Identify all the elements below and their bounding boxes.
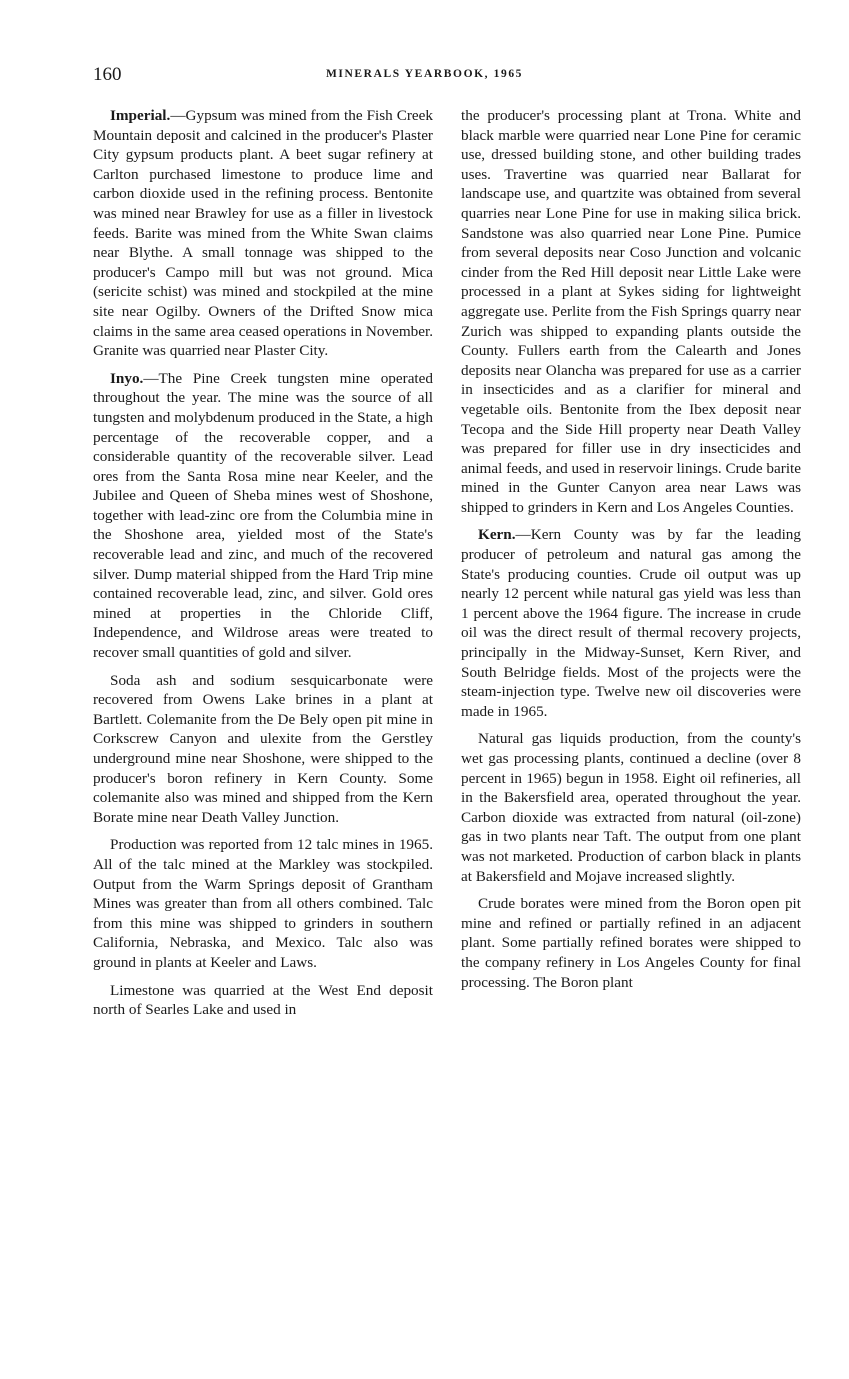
paragraph-talc: Production was reported from 12 talc mines in 1965. All of the talc mined at the Markley was stockpiled. Output from the Warm Springs deposit of Grantham Mines was greater than from all others combined. Talc from this mine was shipped to grinders in southern California, Nebraska, and Mexico. Talc also was ground in plants at Keeler and Laws. <box>93 836 433 971</box>
paragraph-natural-gas: Natural gas liquids production, from the county's wet gas processing plants, continued a decline (over 8 percent in 1965) begun in 1958. Eight oil refineries, all in the Bakersfield area, operated throughout the year. Carbon dioxide was extracted from natural (oil-zone) gas in two plants near Taft. The output from one plant was not marketed. Production of carbon black in plants at Bakersfield and Mojave increased slightly. <box>461 730 801 885</box>
paragraph-inyo <box>93 369 433 663</box>
paragraph-borates: Crude borates were mined from the Boron open pit mine and refined or partially refined in an adjacent plant. Some partially refined borates were shipped to the company refinery in Los Angeles County for final processing. The Boron plant <box>461 895 801 991</box>
paragraph-continuation: the producer's processing plant at Trona. White and black marble were quarried near Lone Pine for ceramic use, dressed building stone, and other building trades uses. Travertine was quarried near Ballarat for landscape use, and quartzite was obtained from several quarries near Lone Pine for use in making silica brick. Sandstone was also quarried near Lone Pine. Pumice from several deposits near Coso Junction and volcanic cinder from the Red Hill deposit near Little Lake were processed in a plant at Sykes siding for lightweight aggregate use. Perlite from the Fish Springs quarry near Zurich was shipped to expanding plants outside the County. Fullers earth from the Calearth and Jones deposits near Olancha was prepared for use as a carrier in insecticides and as a clarifier for mineral and vegetable oils. Bentonite from the Ibex deposit near Tecopa and the Side Hill property near Death Valley was prepared for filler use in dry insecticides and animal feeds, and used in reservoir linings. Crude barite mined in the Gunter Canyon area near Laws was shipped to grinders in Kern and Los Angeles Counties. <box>461 107 801 516</box>
paragraph-kern <box>461 525 801 721</box>
paragraph-limestone: Limestone was quarried at the West End deposit north of Searles Lake and used in <box>93 981 433 1019</box>
paragraph-text: —Kern County was by far the leading producer of petroleum and natural gas among the State's producing counties. Crude oil output was up nearly 12 percent while natural gas yield was less than 1 percent above the 1964 figure. The increase in crude oil was the direct result of thermal recovery projects, principally in the Midway-Sunset, Kern River, and South Belridge fields. Most of the projects were the steam-injection type. Twelve new oil discoveries were made in 1965. <box>461 526 801 720</box>
paragraph-text: —The Pine Creek tungsten mine operated throughout the year. The mine was the source of all tungsten and molybdenum produced in the State, a high percentage of the recoverable copper, and a considerable quantity of the recoverable silver. Lead ores from the Santa Rosa mine near Keeler, and the Jubilee and Queen of Sheba mines west of Shoshone, together with lead-zinc ore from the Columbia mine in the Shoshone area, yielded most of the State's recoverable lead and zinc, and much of the recovered silver. Dump material shipped from the Hard Trip mine contained recoverable lead, zinc, and silver. Gold ores mined at properties in the Chloride Cliff, Independence, and Wildrose areas were treated to recover small quantities of gold and silver. <box>93 369 433 662</box>
right-column <box>461 106 801 1000</box>
county-heading-imperial: Imperial. <box>110 107 171 124</box>
left-column <box>93 106 433 1028</box>
paragraph-imperial <box>93 106 433 361</box>
paragraph-text: —Gypsum was mined from the Fish Creek Mountain deposit and calcined in the producer's Plaster City gypsum products plant. A beet sugar refinery at Carlton purchased limestone to produce lime and carbon dioxide used in the refining process. Bentonite was mined near Brawley for use as a filler in livestock feeds. Barite was mined from the White Swan claims near Blythe. A small tonnage was shipped to the producer's Campo mill but was not ground. Mica (sericite schist) was mined and stockpiled at the mine site near Ogilby. Owners of the Drifted Snow mica claims in the same area ceased operations in November. Granite was quarried near Plaster City. <box>93 107 433 360</box>
paragraph-soda-ash: Soda ash and sodium sesquicarbonate were recovered from Owens Lake brines in a plant at Bartlett. Colemanite from the De Bely open pit mine in Corkscrew Canyon and ulexite from the Gerstley underground mine near Shoshone, were shipped to the producer's boron refinery in Kern County. Some colemanite also was mined and shipped from the Kern Borate mine near Death Valley Junction. <box>93 671 433 826</box>
county-heading-kern: Kern. <box>478 526 516 544</box>
running-head: MINERALS YEARBOOK, 1965 <box>325 68 524 80</box>
page-number: 160 <box>93 64 122 85</box>
county-heading-inyo: Inyo. <box>110 369 144 387</box>
